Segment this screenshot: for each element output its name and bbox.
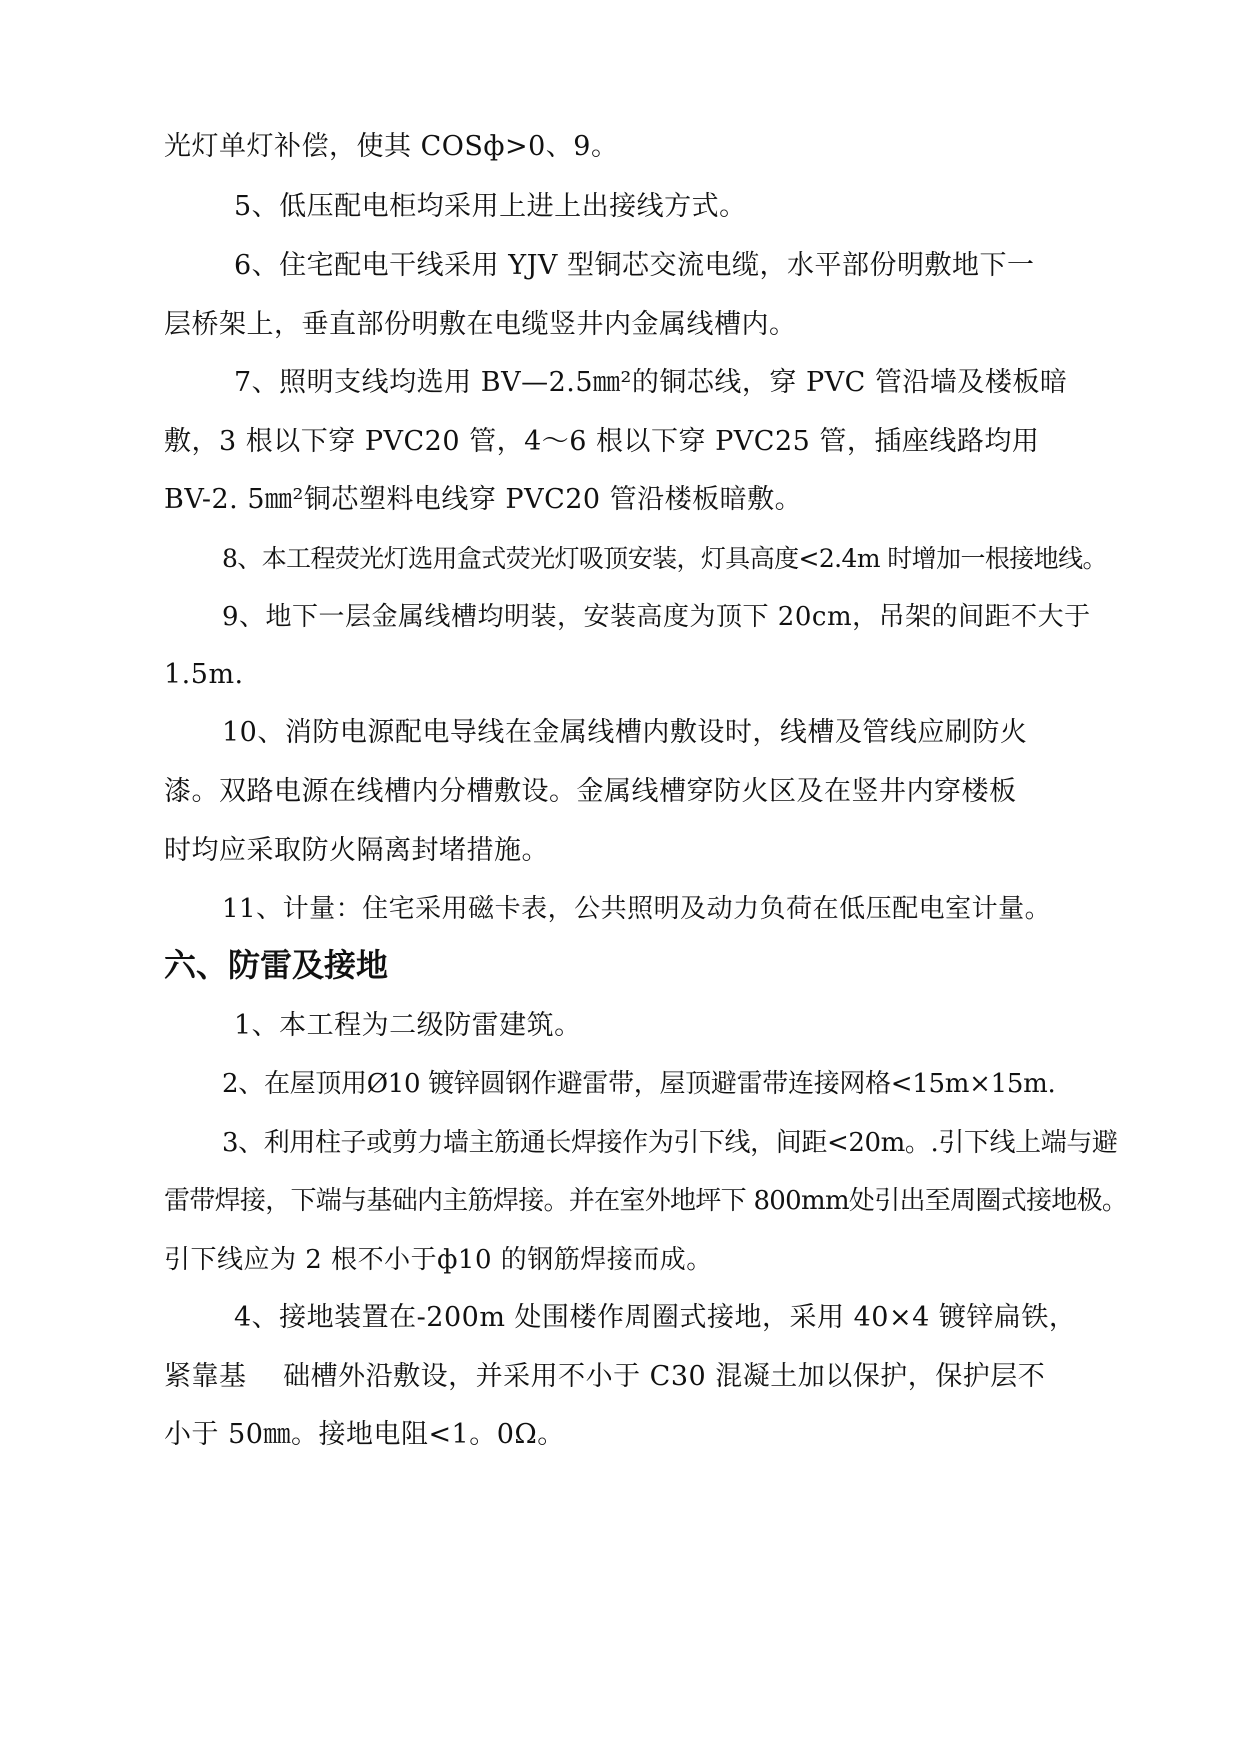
text-line-10: 1.5m. (164, 659, 244, 690)
text-line-9: 9、地下一层金属线槽均明装，安装高度为顶下 20cm，吊架的间距不大于 (222, 602, 1091, 632)
text-line-4: 层桥架上，垂直部份明敷在电缆竖井内金属线槽内。 (164, 309, 797, 340)
text-line-5: 7、照明支线均选用 BV—2.5㎜²的铜芯线，穿 PVC 管沿墙及楼板暗 (234, 367, 1068, 398)
text-line-7: BV-2. 5㎜²铜芯塑料电线穿 PVC20 管沿楼板暗敷。 (164, 484, 803, 515)
section-heading: 六、防雷及接地 (164, 946, 389, 984)
text-line-12: 漆。双路电源在线槽内分槽敷设。金属线槽穿防火区及在竖井内穿楼板 (164, 776, 1017, 807)
text-line-11: 10、消防电源配电导线在金属线槽内敷设时，线槽及管线应刷防火 (222, 717, 1028, 748)
text-line-17: 3、利用柱子或剪力墙主筋通长焊接作为引下线，间距<20m。.引下线上端与避 (222, 1128, 1118, 1158)
text-line-22: 小于 50㎜。接地电阻<1。0Ω。 (164, 1419, 565, 1450)
text-line-8: 8、本工程荧光灯选用盒式荧光灯吸顶安装，灯具高度<2.4m 时增加一根接地线。 (222, 544, 1107, 573)
text-line-19: 引下线应为 2 根不小于ф10 的钢筋焊接而成。 (164, 1245, 713, 1275)
text-line-20: 4、接地装置在-200m 处围楼作周圈式接地，采用 40×4 镀锌扁铁， (234, 1302, 1077, 1333)
text-line-13: 时均应采取防火隔离封堵措施。 (164, 835, 549, 866)
text-line-21: 紧靠基 础槽外沿敷设，并采用不小于 C30 混凝土加以保护，保护层不 (164, 1361, 1046, 1392)
text-line-16: 2、在屋顶用Ø10 镀锌圆钢作避雷带，屋顶避雷带连接网格<15m×15m. (222, 1069, 1056, 1099)
text-line-14: 11、计量：住宅采用磁卡表，公共照明及动力负荷在低压配电室计量。 (222, 894, 1052, 924)
text-line-1: 光灯单灯补偿，使其 COSф>0、9。 (164, 131, 619, 162)
text-line-2: 5、低压配电柜均采用上进上出接线方式。 (234, 191, 747, 222)
text-line-3: 6、住宅配电干线采用 YJV 型铜芯交流电缆，水平部份明敷地下一 (234, 250, 1035, 281)
text-line-6: 敷，3 根以下穿 PVC20 管，4～6 根以下穿 PVC25 管，插座线路均用 (164, 426, 1040, 457)
text-line-15: 1、本工程为二级防雷建筑。 (234, 1010, 582, 1041)
text-line-18: 雷带焊接，下端与基础内主筋焊接。并在室外地坪下 800mm处引出至周圈式接地极。 (164, 1186, 1128, 1216)
